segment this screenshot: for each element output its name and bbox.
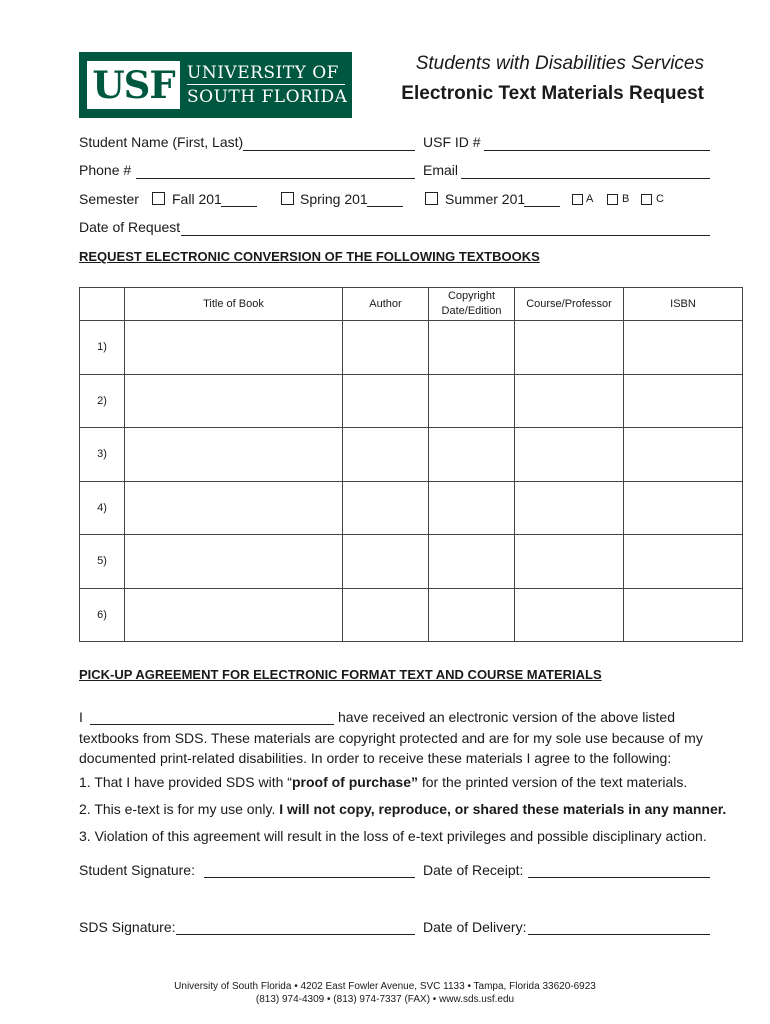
- date-of-receipt-label: Date of Receipt:: [423, 862, 524, 878]
- column-header-title: Title of Book: [125, 288, 343, 321]
- email-label: Email: [423, 162, 459, 178]
- department-name: Students with Disabilities Services: [415, 53, 704, 74]
- author-cell[interactable]: [343, 428, 429, 482]
- table-row: [80, 588, 743, 642]
- student-signature-field[interactable]: [204, 877, 415, 878]
- row-number: 5): [80, 535, 125, 589]
- form-title: Electronic Text Materials Request: [401, 83, 704, 104]
- table-row: [80, 374, 743, 428]
- table-row: [80, 535, 743, 589]
- table-row: [80, 321, 743, 375]
- student-name-field[interactable]: [243, 150, 415, 151]
- summer-year-field[interactable]: [524, 206, 560, 207]
- author-cell[interactable]: [343, 321, 429, 375]
- course-cell[interactable]: [515, 481, 624, 535]
- copyright-cell[interactable]: [429, 321, 515, 375]
- item-1-bold: proof of purchase”: [291, 774, 418, 790]
- usf-id-field[interactable]: [484, 150, 710, 151]
- author-cell[interactable]: [343, 588, 429, 642]
- agreement-paragraph: textbooks from SDS. These materials are copyright protected and are for my sole use because of my documented print-related disabilities. In order to receive these materials I agree to the following:: [79, 730, 703, 766]
- table-row: [80, 481, 743, 535]
- isbn-cell[interactable]: [624, 428, 743, 482]
- textbook-table: [79, 287, 743, 642]
- copyright-cell[interactable]: [429, 374, 515, 428]
- item-1-text-start: 1. That I have provided SDS with “: [79, 774, 292, 790]
- email-field[interactable]: [461, 178, 710, 179]
- column-header-copyright: Copyright Date/Edition: [429, 288, 515, 321]
- copyright-cell[interactable]: [429, 588, 515, 642]
- session-b-checkbox[interactable]: [607, 194, 618, 205]
- agreement-item-3: 3. Violation of this agreement will result in the loss of e-text privileges and possible disciplinary action.: [79, 828, 707, 844]
- title-cell[interactable]: [125, 321, 343, 375]
- item-2-text: 2. This e-text is for my use only.: [79, 801, 280, 817]
- summer-checkbox[interactable]: [425, 192, 438, 205]
- course-cell[interactable]: [515, 588, 624, 642]
- student-name-label: Student Name (First, Last): [79, 134, 244, 150]
- author-cell[interactable]: [343, 481, 429, 535]
- footer-address: University of South Florida • 4202 East Fowler Avenue, SVC 1133 • Tampa, Florida 33620-6923: [174, 981, 596, 992]
- isbn-cell[interactable]: [624, 588, 743, 642]
- copyright-cell[interactable]: [429, 481, 515, 535]
- spring-year-field[interactable]: [367, 206, 403, 207]
- table-row: [80, 428, 743, 482]
- column-header-author: Author: [343, 288, 429, 321]
- footer-contact: (813) 974-4309 • (813) 974-7337 (FAX) • www.sds.usf.edu: [255, 994, 515, 1005]
- course-cell[interactable]: [515, 374, 624, 428]
- date-of-request-label: Date of Request: [79, 219, 181, 235]
- session-b-label: B: [622, 193, 630, 205]
- isbn-cell[interactable]: [624, 481, 743, 535]
- column-header-number: [80, 288, 125, 321]
- usf-logo: [79, 52, 352, 118]
- agreement-intro-rest: have received an electronic version of the above listed: [338, 709, 675, 725]
- title-cell[interactable]: [125, 428, 343, 482]
- semester-label: Semester: [79, 191, 139, 207]
- date-of-receipt-field[interactable]: [528, 877, 710, 878]
- item-2-bold: I will not copy, reproduce, or shared these materials in any manner.: [279, 801, 727, 817]
- title-cell[interactable]: [125, 374, 343, 428]
- logo-line-2: SOUTH FLORIDA: [187, 87, 348, 107]
- student-signature-label: Student Signature:: [79, 862, 195, 878]
- author-cell[interactable]: [343, 374, 429, 428]
- row-number: 2): [80, 374, 125, 428]
- row-number: 6): [80, 588, 125, 642]
- title-cell[interactable]: [125, 535, 343, 589]
- spring-checkbox[interactable]: [281, 192, 294, 205]
- session-a-checkbox[interactable]: [572, 194, 583, 205]
- item-1-text-end: for the printed version of the text materials.: [417, 774, 688, 790]
- agreement-name-field[interactable]: [90, 724, 334, 725]
- agreement-item-2: [79, 801, 726, 817]
- usf-id-label: USF ID #: [423, 134, 481, 150]
- fall-year-field[interactable]: [221, 206, 257, 207]
- table-header-row: [80, 288, 743, 321]
- course-cell[interactable]: [515, 428, 624, 482]
- isbn-cell[interactable]: [624, 321, 743, 375]
- logo-line-1: UNIVERSITY OF: [187, 63, 339, 83]
- column-header-isbn: ISBN: [624, 288, 743, 321]
- agreement-item-1: [79, 774, 687, 790]
- session-c-checkbox[interactable]: [641, 194, 652, 205]
- session-c-label: C: [656, 193, 664, 205]
- logo-rule: [187, 84, 345, 85]
- fall-checkbox[interactable]: [152, 192, 165, 205]
- session-a-label: A: [586, 193, 594, 205]
- agreement-intro-i: I: [79, 709, 83, 725]
- title-cell[interactable]: [125, 481, 343, 535]
- author-cell[interactable]: [343, 535, 429, 589]
- summer-label: Summer 201: [445, 191, 526, 207]
- phone-field[interactable]: [136, 178, 415, 179]
- date-of-delivery-field[interactable]: [528, 934, 710, 935]
- isbn-cell[interactable]: [624, 535, 743, 589]
- usf-logo-mark: USF: [87, 61, 180, 109]
- column-header-course: Course/Professor: [515, 288, 624, 321]
- fall-label: Fall 201: [172, 191, 222, 207]
- copyright-cell[interactable]: [429, 535, 515, 589]
- request-section-heading: REQUEST ELECTRONIC CONVERSION OF THE FOLLOWING TEXTBOOKS: [79, 249, 540, 264]
- sds-signature-field[interactable]: [176, 934, 415, 935]
- sds-signature-label: SDS Signature:: [79, 919, 176, 935]
- isbn-cell[interactable]: [624, 374, 743, 428]
- course-cell[interactable]: [515, 321, 624, 375]
- row-number: 4): [80, 481, 125, 535]
- copyright-cell[interactable]: [429, 428, 515, 482]
- date-of-request-field[interactable]: [181, 235, 710, 236]
- date-of-delivery-label: Date of Delivery:: [423, 919, 527, 935]
- spring-label: Spring 201: [300, 191, 368, 207]
- phone-label: Phone #: [79, 162, 132, 178]
- row-number: 3): [80, 428, 125, 482]
- title-cell[interactable]: [125, 588, 343, 642]
- agreement-section-heading: PICK-UP AGREEMENT FOR ELECTRONIC FORMAT TEXT AND COURSE MATERIALS: [79, 667, 602, 682]
- row-number: 1): [80, 321, 125, 375]
- course-cell[interactable]: [515, 535, 624, 589]
